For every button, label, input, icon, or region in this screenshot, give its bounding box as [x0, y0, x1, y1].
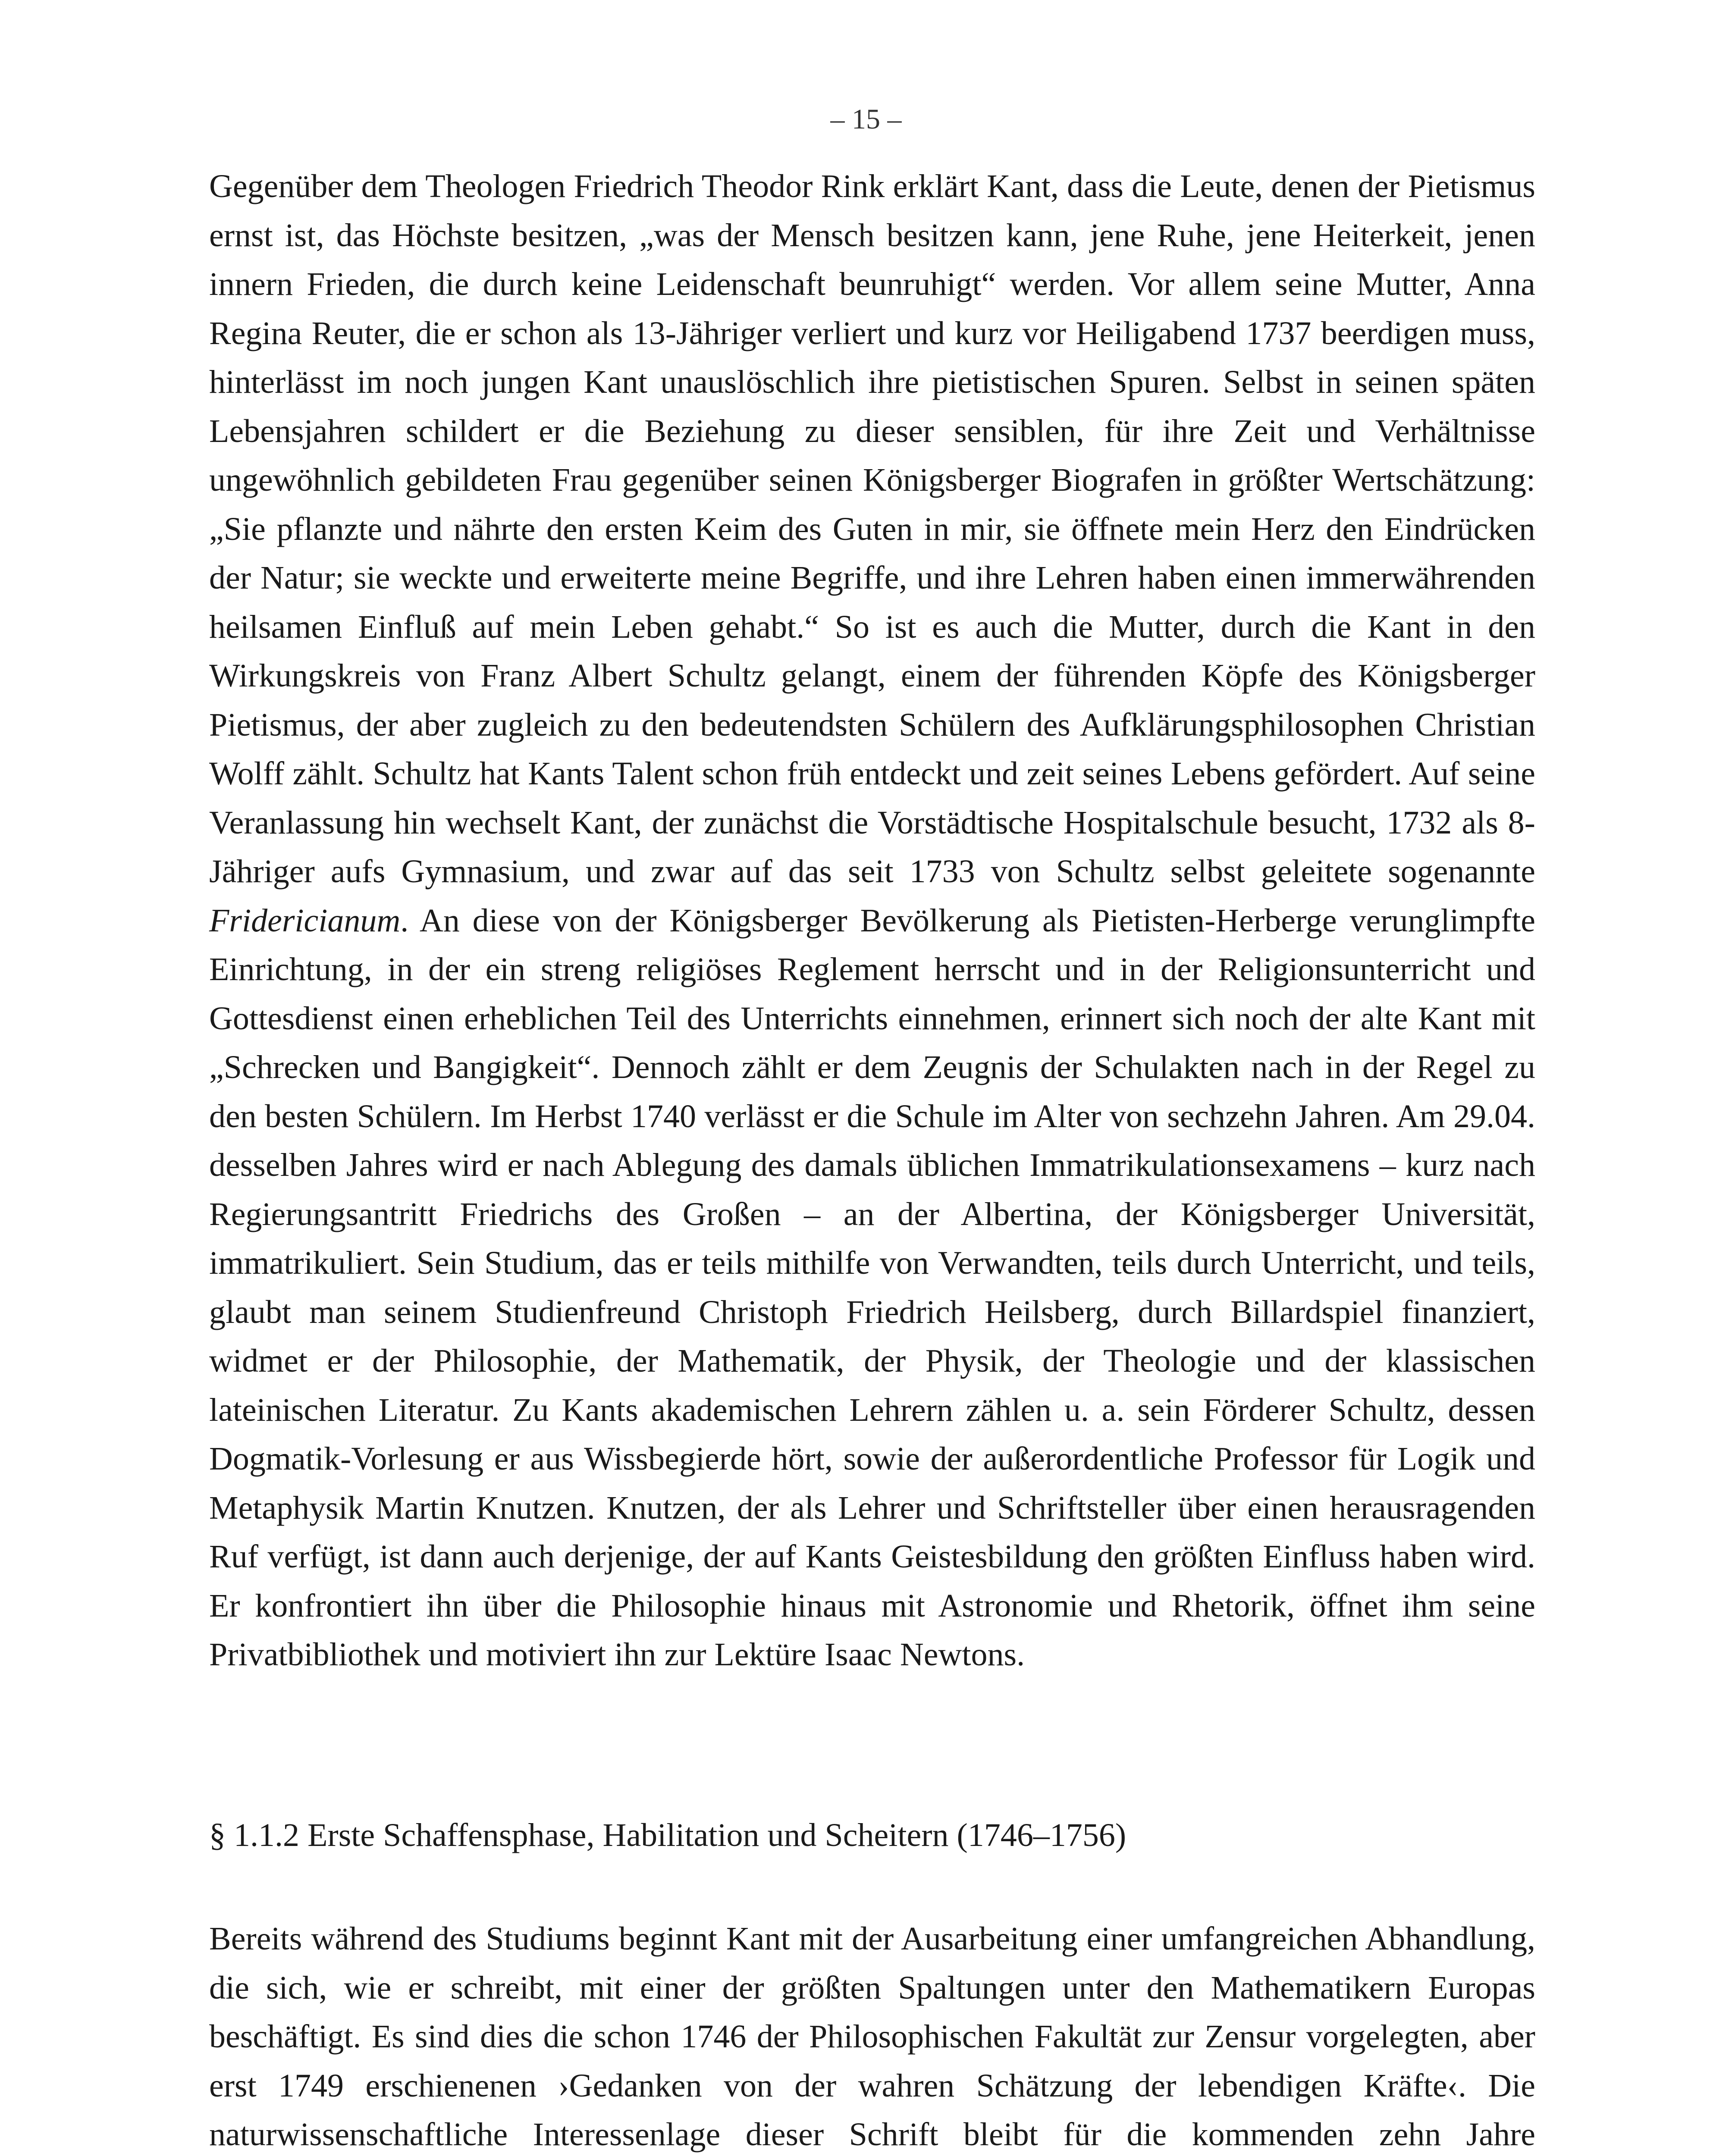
paragraph-text-part-2: . An diese von der Königsberger Bevölkerung als Pietisten-Herberge verunglimpfte Einrichtung, in der ein streng religiöses Reglement herrscht und in der Religionsunterricht und Gottesdienst einen erheblichen Teil des Unterrichts einnehmen, erinnert sich noch der alte Kant mit „Schrecken und Bangigkeit“. Dennoch zählt er dem Zeugnis der Schulakten nach in der Regel zu den besten Schülern. Im Herbst 1740 verlässt er die Schule im Alter von sechzehn Jahren. Am 29.04. desselben Jahres wird er nach Ablegung des damals üblichen Immatrikulationsexamens – kurz nach Regierungsantritt Friedrichs des Großen – an der Albertina, der Königsberger Universität, immatrikuliert. Sein Studium, das er teils mithilfe von Verwandten, teils durch Unterricht, und teils, glaubt man seinem Studienfreund Christoph Friedrich Heilsberg, durch Billardspiel finanziert, widmet er der Philosophie, der Mathematik, der Physik, der Theologie und der klassischen lateinischen Literatur. Zu Kants akademischen Lehrern zählen u. a. sein Förderer Schultz, dessen Dogmatik-Vorlesung er aus Wissbegierde hört, sowie der außerordentliche Professor für Logik und Metaphysik Martin Knutzen. Knutzen, der als Lehrer und Schriftsteller über einen herausragenden Ruf verfügt, ist dann auch derjenige, der auf Kants Geistesbildung den größten Einfluss haben wird. Er konfrontiert ihn über die Philosophie hinaus mit Astronomie und Rhetorik, öffnet ihm seine Privatbibliothek und motiviert ihn zur Lektüre Isaac Newtons. — [209, 902, 1535, 1673]
paragraph-text-part-1: Gegenüber dem Theologen Friedrich Theodor Rink erklärt Kant, dass die Leute, denen der Pietismus ernst ist, das Höchste besitzen, „was der Mensch besitzen kann, jene Ruhe, jene Heiterkeit, jenen innern Frieden, die durch keine Leidenschaft beunruhigt“ werden. Vor allem seine Mutter, Anna Regina Reuter, die er schon als 13-Jähriger verliert und kurz vor Heiligabend 1737 beerdigen muss, hinterlässt im noch jungen Kant unauslöschlich ihre pietistischen Spuren. Selbst in seinen späten Lebensjahren schildert er die Beziehung zu dieser sensiblen, für ihre Zeit und Verhältnisse ungewöhnlich gebildeten Frau gegenüber seinen Königsberger Biografen in größter Wertschätzung: „Sie pflanzte und nährte den ersten Keim des Guten in mir, sie öffnete mein Herz den Eindrücken der Natur; sie weckte und erweiterte meine Begriffe, und ihre Lehren haben einen immerwährenden heilsamen Einfluß auf mein Leben gehabt.“ So ist es auch die Mutter, durch die Kant in den Wirkungskreis von Franz Albert Schultz gelangt, einem der führenden Köpfe des Königsberger Pietismus, der aber zugleich zu den bedeutendsten Schülern des Aufklärungsphilosophen Christian Wolff zählt. Schultz hat Kants Talent schon früh entdeckt und zeit seines Lebens gefördert. Auf seine Veranlassung hin wechselt Kant, der zunächst die Vorstädtische Hospitalschule besucht, 1732 als 8-Jähriger aufs Gymnasium, und zwar auf das seit 1733 von Schultz selbst geleitete sogenannte — [209, 168, 1535, 890]
page-number: – 15 – — [830, 103, 902, 135]
body-paragraph-2 — [209, 1915, 1535, 2156]
paragraph-text: Bereits während des Studiums beginnt Kant mit der Ausarbeitung einer umfangreichen Abhandlung, die sich, wie er schreibt, mit einer der größten Spaltungen unter den Mathematikern Europas beschäftigt. Es sind dies die schon 1746 der Philosophischen Fakultät zur Zensur vorgelegten, aber erst 1749 erschienenen ›Gedanken von der wahren Schätzung der lebendigen Kräfte‹. Die naturwissenschaftliche Interessenlage dieser Schrift bleibt für die kommenden zehn Jahre — [209, 1921, 1535, 2153]
body-paragraph-1 — [209, 162, 1535, 1680]
section-heading: § 1.1.2 Erste Schaffensphase, Habilitation und Scheitern (1746–1756) — [209, 1817, 1126, 1853]
paragraph-text — [209, 162, 1535, 1680]
italic-term-fridericianum: Fridericianum — [209, 902, 401, 939]
